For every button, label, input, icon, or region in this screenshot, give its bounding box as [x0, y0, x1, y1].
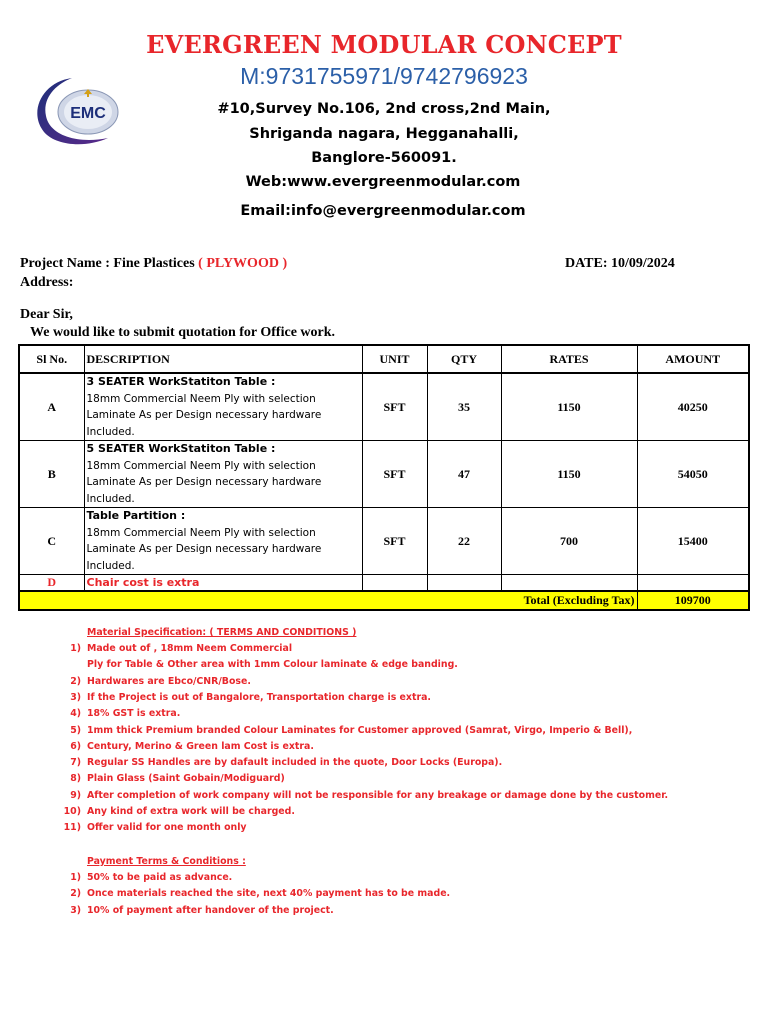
- total-label: Total (Excluding Tax): [19, 591, 637, 610]
- table-row: [19, 441, 749, 508]
- row-title: Table Partition :: [86, 509, 186, 522]
- header-amount: AMOUNT: [637, 345, 749, 373]
- term-item-text: Made out of , 18mm Neem Commercial: [87, 643, 293, 654]
- table-header-row: [19, 345, 749, 373]
- total-row: [19, 591, 749, 610]
- term-item-text: If the Project is out of Bangalore, Transportation charge is extra.: [87, 691, 431, 703]
- company-phone: M:9731755971/9742796923: [240, 63, 528, 89]
- address-line-1: #10,Survey No.106, 2nd cross,2nd Main,: [217, 101, 551, 117]
- term-item-text: After completion of work company will not be responsible for any breakage or damage done by the customer.: [87, 789, 669, 801]
- logo-text: EMC: [70, 105, 106, 122]
- address-line-3: Banglore-560091.: [311, 150, 457, 166]
- term-item-number: 5): [70, 724, 81, 736]
- term-item-text: Century, Merino & Green lam Cost is extra.: [87, 740, 314, 752]
- salutation: Dear Sir,: [20, 307, 73, 322]
- term-item-number: 9): [70, 789, 81, 801]
- table-row: [19, 508, 749, 575]
- extra-row: [19, 575, 749, 592]
- address-label: Address:: [20, 275, 74, 290]
- row-detail: 18mm Commercial Neem Ply with selection Laminate As per Design necessary hardware Included.: [86, 459, 322, 505]
- row-rate: 700: [501, 508, 637, 575]
- row-qty: 35: [427, 373, 501, 441]
- extra-empty-cell: [427, 575, 501, 592]
- term-item-number: 1): [70, 643, 81, 654]
- header-description: DESCRIPTION: [84, 345, 362, 373]
- row-description: [84, 508, 362, 575]
- payment-item-number: 2): [70, 888, 81, 900]
- row-sl: C: [19, 508, 84, 575]
- payment-item-number: 3): [70, 904, 81, 916]
- extra-note: Chair cost is extra: [84, 575, 362, 592]
- term-item-text: 1mm thick Premium branded Colour Laminates for Customer approved (Samrat, Virgo, Imperio & Bell),: [87, 724, 633, 736]
- term-item-number: 11): [63, 822, 81, 834]
- term-item-text: Offer valid for one month only: [87, 822, 247, 834]
- project-name: [20, 256, 287, 272]
- term-item-number: 4): [70, 708, 81, 720]
- row-rate: 1150: [501, 373, 637, 441]
- project-name-label: Project Name : Fine Plastices: [20, 256, 195, 271]
- row-unit: SFT: [362, 373, 427, 441]
- intro-text: We would like to submit quotation for Office work.: [30, 325, 336, 340]
- header-sl-no: Sl No.: [19, 345, 84, 373]
- term-item-number: 10): [63, 806, 81, 817]
- row-unit: SFT: [362, 441, 427, 508]
- row-description: [84, 441, 362, 508]
- extra-empty-cell: [501, 575, 637, 592]
- header-qty: QTY: [427, 345, 501, 373]
- total-value: 109700: [637, 591, 749, 610]
- row-amount: 40250: [637, 373, 749, 441]
- term-item-text: Plain Glass (Saint Gobain/Modiguard): [87, 773, 285, 785]
- header-rates: RATES: [501, 345, 637, 373]
- quote-date: DATE: 10/09/2024: [565, 256, 675, 271]
- row-sl: A: [19, 373, 84, 441]
- row-amount: 15400: [637, 508, 749, 575]
- row-detail: 18mm Commercial Neem Ply with selection Laminate As per Design necessary hardware Included.: [86, 392, 322, 438]
- table-row: [19, 373, 749, 441]
- extra-sl: D: [19, 575, 84, 592]
- payment-item-number: 1): [70, 872, 81, 883]
- row-sl: B: [19, 441, 84, 508]
- row-qty: 47: [427, 441, 501, 508]
- company-website: Web:www.evergreenmodular.com: [245, 174, 521, 190]
- term-item-text: 18% GST is extra.: [87, 708, 181, 720]
- row-title: 3 SEATER WorkStatiton Table :: [86, 375, 276, 388]
- term-item-number: 3): [70, 691, 81, 703]
- term-item-text: Regular SS Handles are by dafault included in the quote, Door Locks (Europa).: [87, 757, 503, 769]
- row-unit: SFT: [362, 508, 427, 575]
- term-item-text: Ply for Table & Other area with 1mm Colour laminate & edge banding.: [87, 659, 458, 671]
- term-item-text: Hardwares are Ebco/CNR/Bose.: [87, 675, 251, 687]
- row-detail: 18mm Commercial Neem Ply with selection Laminate As per Design necessary hardware Included.: [86, 526, 322, 572]
- row-amount: 54050: [637, 441, 749, 508]
- term-item-number: 6): [70, 740, 81, 752]
- header-unit: UNIT: [362, 345, 427, 373]
- payment-item-text: 10% of payment after handover of the project.: [87, 904, 334, 916]
- company-name: EVERGREEN MODULAR CONCEPT: [146, 30, 622, 59]
- payment-heading: Payment Terms & Conditions :: [87, 856, 246, 867]
- term-item-number: 8): [70, 773, 81, 785]
- row-description: [84, 373, 362, 441]
- row-title: 5 SEATER WorkStatiton Table :: [86, 442, 276, 455]
- row-qty: 22: [427, 508, 501, 575]
- payment-item-text: Once materials reached the site, next 40% payment has to be made.: [87, 888, 451, 900]
- quotation-table: [18, 344, 750, 611]
- extra-empty-cell: [362, 575, 427, 592]
- extra-empty-cell: [637, 575, 749, 592]
- address-line-2: Shriganda nagara, Hegganahalli,: [249, 126, 519, 142]
- company-email: Email:info@evergreenmodular.com: [240, 203, 526, 219]
- project-material: ( PLYWOOD ): [198, 256, 288, 271]
- payment-item-text: 50% to be paid as advance.: [87, 872, 233, 883]
- term-item-text: Any kind of extra work will be charged.: [87, 806, 295, 817]
- term-item-number: 2): [70, 675, 81, 687]
- row-rate: 1150: [501, 441, 637, 508]
- term-item-number: 7): [70, 757, 81, 769]
- terms-heading: Material Specification: ( TERMS AND CONDITIONS ): [87, 627, 357, 638]
